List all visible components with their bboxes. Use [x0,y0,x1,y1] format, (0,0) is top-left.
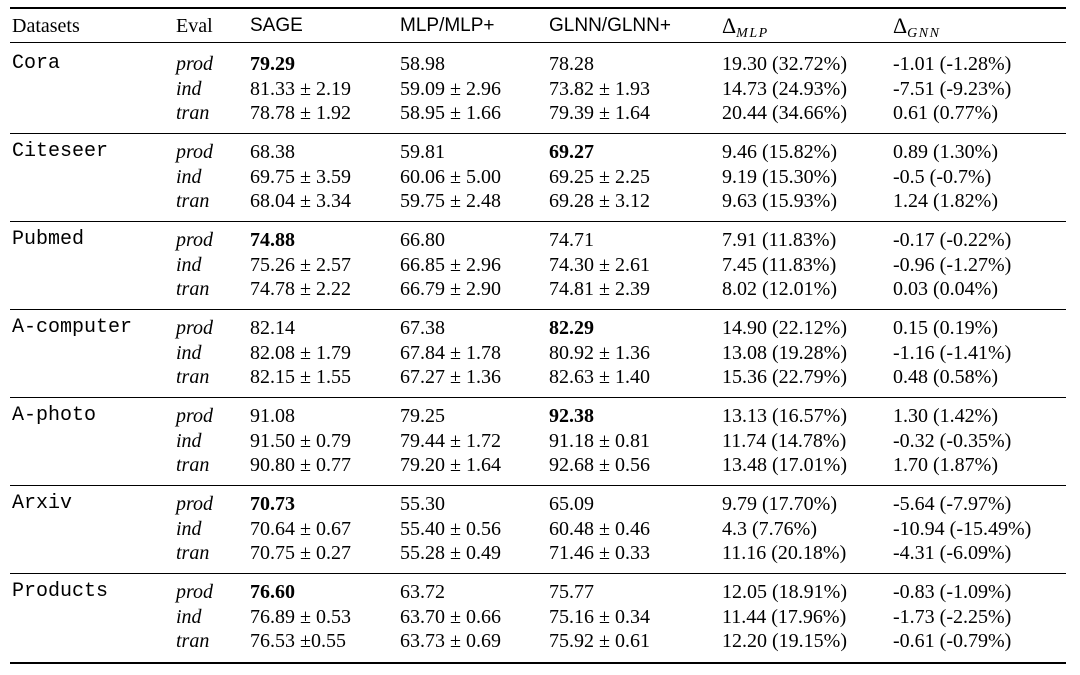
eval-mode: tran [176,278,210,300]
delta-mlp-value: 12.20 (19.15%) [722,630,847,652]
sage-value: 82.08 ± 1.79 [250,341,351,364]
eval-mode: ind [176,165,202,188]
delta-gnn-value: -4.31 (-6.09%) [893,542,1012,564]
header-delta-mlp [722,14,769,42]
delta-mlp-value: 11.44 (17.96%) [722,605,847,628]
sage-value: 75.26 ± 2.57 [250,253,351,276]
sage-value: 82.14 [250,317,295,339]
delta-symbol: Δ [893,13,908,38]
delta-gnn-value: 1.70 (1.87%) [893,454,998,476]
delta-gnn-value: 0.15 (0.19%) [893,317,998,339]
eval-mode: ind [176,253,202,276]
mlp-value: 58.95 ± 1.66 [400,102,501,124]
mlp-value: 67.27 ± 1.36 [400,366,501,388]
eval-mode: tran [176,190,210,212]
delta-mlp-value: 19.30 (32.72%) [722,53,847,75]
dataset-name: Cora [12,52,61,75]
bottom-rule [10,662,1066,664]
glnn-value: 92.68 ± 0.56 [549,454,650,476]
glnn-value: 74.71 [549,229,594,251]
mlp-value: 67.38 [400,317,445,339]
dataset-name: Products [12,580,109,603]
delta-symbol: Δ [722,13,737,38]
top-rule [10,7,1066,9]
sage-value: 76.60 [250,581,295,603]
sage-value: 81.33 ± 2.19 [250,77,351,100]
sage-value: 69.75 ± 3.59 [250,165,351,188]
eval-mode: prod [176,53,214,75]
eval-mode: ind [176,605,202,628]
header-eval: Eval [176,15,213,37]
mlp-value: 66.85 ± 2.96 [400,253,501,276]
sage-value: 70.64 ± 0.67 [250,517,351,540]
glnn-value: 78.28 [549,53,594,75]
delta-gnn-subscript: GNN [907,26,941,41]
glnn-value: 74.30 ± 2.61 [549,253,650,276]
glnn-value: 65.09 [549,493,594,515]
eval-mode: prod [176,581,214,603]
eval-mode: tran [176,102,210,124]
glnn-value: 75.16 ± 0.34 [549,605,650,628]
glnn-value: 91.18 ± 0.81 [549,429,650,452]
mlp-value: 79.25 [400,405,445,427]
group-separator [10,397,1066,398]
sage-value: 76.53 ±0.55 [250,630,346,652]
header-mlp: MLP/MLP+ [400,15,495,36]
delta-mlp-value: 14.90 (22.12%) [722,317,847,339]
dataset-name: A-photo [12,404,97,427]
delta-gnn-value: -10.94 (-15.49%) [893,517,1032,540]
delta-mlp-value: 20.44 (34.66%) [722,102,847,124]
sage-value: 79.29 [250,53,295,75]
eval-mode: tran [176,630,210,652]
mlp-value: 63.73 ± 0.69 [400,630,501,652]
glnn-value: 75.92 ± 0.61 [549,630,650,652]
eval-mode: prod [176,141,214,163]
sage-value: 68.38 [250,141,295,163]
mlp-value: 55.30 [400,493,445,515]
mlp-value: 63.70 ± 0.66 [400,605,501,628]
mlp-value: 63.72 [400,581,445,603]
glnn-value: 75.77 [549,581,594,603]
delta-gnn-value: 1.30 (1.42%) [893,405,998,427]
delta-gnn-value: 0.03 (0.04%) [893,278,998,300]
delta-mlp-value: 8.02 (12.01%) [722,278,837,300]
delta-gnn-value: -1.73 (-2.25%) [893,605,1012,628]
group-separator [10,309,1066,310]
eval-mode: tran [176,454,210,476]
delta-mlp-value: 9.63 (15.93%) [722,190,837,212]
delta-gnn-value: 0.89 (1.30%) [893,141,998,163]
delta-mlp-value: 9.79 (17.70%) [722,493,837,515]
delta-gnn-value: -0.17 (-0.22%) [893,229,1012,251]
glnn-value: 82.63 ± 1.40 [549,366,650,388]
delta-mlp-value: 13.08 (19.28%) [722,341,847,364]
dataset-name: Arxiv [12,492,73,515]
delta-gnn-value: -0.61 (-0.79%) [893,630,1012,652]
mlp-value: 67.84 ± 1.78 [400,341,501,364]
delta-mlp-value: 12.05 (18.91%) [722,581,847,603]
glnn-value: 73.82 ± 1.93 [549,77,650,100]
eval-mode: ind [176,341,202,364]
delta-mlp-value: 7.91 (11.83%) [722,229,837,251]
delta-mlp-value: 7.45 (11.83%) [722,253,837,276]
delta-mlp-value: 9.46 (15.82%) [722,141,837,163]
mlp-value: 79.20 ± 1.64 [400,454,501,476]
eval-mode: ind [176,517,202,540]
mlp-value: 59.81 [400,141,445,163]
glnn-value: 92.38 [549,405,594,427]
delta-gnn-value: -0.96 (-1.27%) [893,253,1012,276]
sage-value: 68.04 ± 3.34 [250,190,351,212]
header-delta-gnn [893,14,940,42]
sage-value: 82.15 ± 1.55 [250,366,351,388]
sage-value: 70.75 ± 0.27 [250,542,351,564]
sage-value: 91.08 [250,405,295,427]
group-separator [10,573,1066,574]
glnn-value: 60.48 ± 0.46 [549,517,650,540]
glnn-value: 69.25 ± 2.25 [549,165,650,188]
sage-value: 78.78 ± 1.92 [250,102,351,124]
delta-gnn-value: 0.48 (0.58%) [893,366,998,388]
mlp-value: 55.40 ± 0.56 [400,517,501,540]
header-rule [10,42,1066,43]
delta-mlp-value: 9.19 (15.30%) [722,165,837,188]
header-sage: SAGE [250,15,303,36]
header-datasets: Datasets [12,15,80,37]
mlp-value: 58.98 [400,53,445,75]
eval-mode: ind [176,429,202,452]
glnn-value: 82.29 [549,317,594,339]
eval-mode: prod [176,317,214,339]
delta-mlp-value: 13.48 (17.01%) [722,454,847,476]
delta-gnn-value: -0.32 (-0.35%) [893,429,1012,452]
group-separator [10,221,1066,222]
mlp-value: 59.75 ± 2.48 [400,190,501,212]
glnn-value: 79.39 ± 1.64 [549,102,650,124]
sage-value: 70.73 [250,493,295,515]
mlp-value: 79.44 ± 1.72 [400,429,501,452]
mlp-value: 66.79 ± 2.90 [400,278,501,300]
delta-mlp-subscript: MLP [736,26,769,41]
delta-mlp-value: 15.36 (22.79%) [722,366,847,388]
sage-value: 91.50 ± 0.79 [250,429,351,452]
glnn-value: 74.81 ± 2.39 [549,278,650,300]
eval-mode: prod [176,493,214,515]
eval-mode: prod [176,405,214,427]
sage-value: 74.78 ± 2.22 [250,278,351,300]
delta-mlp-value: 11.74 (14.78%) [722,429,847,452]
glnn-value: 69.27 [549,141,594,163]
delta-gnn-value: -0.5 (-0.7%) [893,165,992,188]
delta-gnn-value: -5.64 (-7.97%) [893,493,1012,515]
sage-value: 76.89 ± 0.53 [250,605,351,628]
delta-gnn-value: -1.01 (-1.28%) [893,53,1012,75]
sage-value: 90.80 ± 0.77 [250,454,351,476]
eval-mode: prod [176,229,214,251]
eval-mode: tran [176,542,210,564]
eval-mode: tran [176,366,210,388]
sage-value: 74.88 [250,229,295,251]
dataset-name: A-computer [12,316,133,339]
mlp-value: 55.28 ± 0.49 [400,542,501,564]
mlp-value: 66.80 [400,229,445,251]
glnn-value: 80.92 ± 1.36 [549,341,650,364]
group-separator [10,485,1066,486]
eval-mode: ind [176,77,202,100]
delta-gnn-value: 1.24 (1.82%) [893,190,998,212]
mlp-value: 60.06 ± 5.00 [400,165,501,188]
delta-mlp-value: 13.13 (16.57%) [722,405,847,427]
glnn-value: 71.46 ± 0.33 [549,542,650,564]
delta-mlp-value: 11.16 (20.18%) [722,542,847,564]
group-separator [10,133,1066,134]
delta-mlp-value: 4.3 (7.76%) [722,517,817,540]
delta-gnn-value: -0.83 (-1.09%) [893,581,1012,603]
delta-gnn-value: -7.51 (-9.23%) [893,77,1012,100]
delta-gnn-value: -1.16 (-1.41%) [893,341,1012,364]
glnn-value: 69.28 ± 3.12 [549,190,650,212]
delta-mlp-value: 14.73 (24.93%) [722,77,847,100]
dataset-name: Citeseer [12,140,109,163]
mlp-value: 59.09 ± 2.96 [400,77,501,100]
dataset-name: Pubmed [12,228,85,251]
delta-gnn-value: 0.61 (0.77%) [893,102,998,124]
header-glnn: GLNN/GLNN+ [549,15,671,36]
